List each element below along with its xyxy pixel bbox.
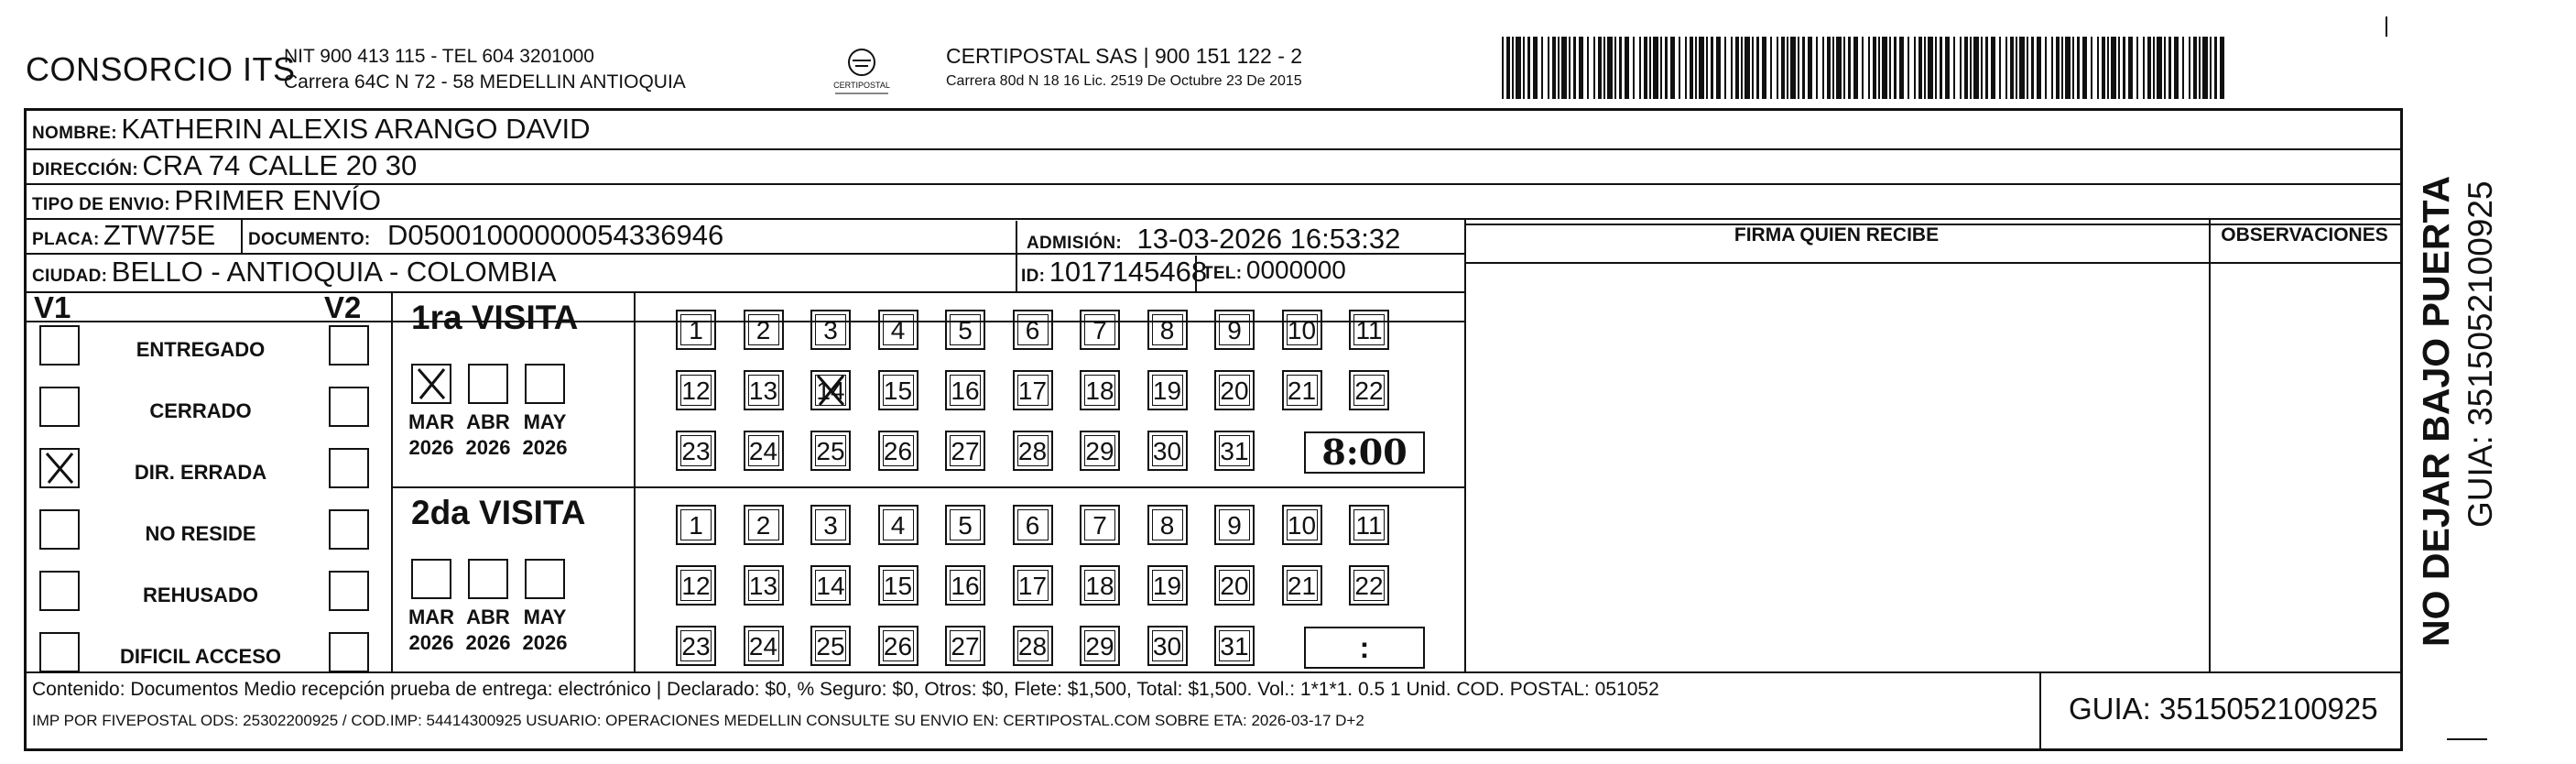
barcode-bar	[1827, 37, 1831, 99]
barcode-bar	[1781, 37, 1785, 99]
day-checkbox[interactable]: 16	[945, 370, 985, 410]
barcode-bar	[1914, 37, 1916, 99]
barcode-bar	[2061, 37, 2063, 99]
barcode-bar	[1790, 37, 1796, 99]
barcode-bar	[1660, 37, 1662, 99]
document-field	[248, 219, 723, 252]
day-checkbox[interactable]: 24	[744, 626, 784, 666]
day-check-mark	[812, 372, 849, 409]
v1-header: V1	[34, 290, 71, 324]
barcode-bar	[1607, 37, 1613, 99]
company-name: CONSORCIO ITS	[26, 50, 296, 88]
tel-label: TEL:	[1202, 264, 1243, 283]
barcode-bar	[1798, 37, 1799, 99]
status-label: NO RESIDE	[145, 522, 256, 545]
visit-time-field[interactable]: 8:00	[1304, 431, 1425, 474]
barcode-bar	[1619, 37, 1622, 99]
day-checkbox[interactable]: 30	[1147, 626, 1188, 666]
barcode-bar	[2056, 37, 2060, 99]
barcode	[1502, 37, 2225, 99]
day-checkbox[interactable]: 5	[945, 505, 985, 545]
barcode-bar	[2182, 37, 2184, 99]
visit-time-field[interactable]: :	[1304, 627, 1425, 669]
barcode-bar	[1935, 37, 1937, 99]
barcode-bar	[1506, 37, 1510, 99]
day-checkbox[interactable]: 23	[676, 626, 716, 666]
barcode-bar	[2077, 37, 2080, 99]
day-checkbox[interactable]: 6	[1013, 505, 1053, 545]
barcode-bar	[1541, 37, 1543, 99]
barcode-bar	[1653, 37, 1658, 99]
signature-area[interactable]	[1466, 265, 2207, 670]
barcode-bar	[1945, 37, 1950, 99]
day-checkbox[interactable]: 8	[1147, 505, 1188, 545]
day-checkbox[interactable]: 18	[1080, 370, 1120, 410]
barcode-bar	[1731, 37, 1733, 99]
day-checkbox[interactable]: 19	[1147, 565, 1188, 606]
day-checkbox[interactable]: 18	[1080, 565, 1120, 606]
barcode-bar	[1787, 37, 1788, 99]
plate-label: PLACA:	[32, 230, 100, 249]
carrier-address: Carrera 80d N 18 16 Lic. 2519 De Octubre 23 De 2015	[946, 73, 1302, 89]
day-checkbox[interactable]: 12	[676, 565, 716, 606]
barcode-bar	[1832, 37, 1834, 99]
month-label: ABR	[466, 410, 510, 433]
signature-header: FIRMA QUIEN RECIBE	[1734, 224, 1940, 246]
barcode-bar	[2220, 37, 2224, 99]
barcode-bar	[2199, 37, 2201, 99]
barcode-bar	[2136, 37, 2138, 99]
v2-checkbox[interactable]	[329, 448, 369, 488]
v1-checkbox[interactable]	[39, 509, 80, 550]
scan-mark	[2386, 16, 2387, 37]
year-label: 2026	[408, 436, 454, 459]
barcode-bar	[2193, 37, 2197, 99]
barcode-bar	[1908, 37, 1909, 99]
barcode-bar	[1587, 37, 1589, 99]
day-checkbox[interactable]: 8	[1147, 310, 1188, 350]
v2-header: V2	[324, 290, 362, 324]
barcode-bar	[1558, 37, 1560, 99]
day-checkbox[interactable]: 19	[1147, 370, 1188, 410]
day-checkbox[interactable]: 17	[1013, 370, 1053, 410]
barcode-bar	[1970, 37, 1972, 99]
status-label: CERRADO	[149, 399, 252, 422]
month-checkbox[interactable]	[525, 559, 565, 599]
barcode-bar	[2189, 37, 2190, 99]
barcode-bar	[1711, 37, 1713, 99]
barcode-bar	[1625, 37, 1629, 99]
day-checkbox[interactable]: 20	[1214, 565, 1255, 606]
barcode-bar	[2147, 37, 2151, 99]
day-checkbox[interactable]: 22	[1349, 565, 1389, 606]
barcode-bar	[1724, 37, 1726, 99]
barcode-bar	[2157, 37, 2162, 99]
barcode-bar	[1502, 37, 1504, 99]
day-checkbox[interactable]: 5	[945, 310, 985, 350]
document-label: DOCUMENTO:	[248, 230, 371, 249]
day-checkbox[interactable]: 28	[1013, 431, 1053, 471]
day-checkbox[interactable]: 6	[1013, 310, 1053, 350]
barcode-bar	[2164, 37, 2166, 99]
v2-checkbox[interactable]	[329, 571, 369, 611]
city-value: BELLO - ANTIOQUIA - COLOMBIA	[111, 256, 557, 288]
barcode-bar	[2010, 37, 2014, 99]
barcode-bar	[1561, 37, 1567, 99]
footer-guide-number: GUIA: 3515052100925	[2069, 692, 2378, 726]
print-info: IMP POR FIVEPOSTAL ODS: 25302200925 / COD.IMP: 54414300925 USUARIO: OPERACIONES MEDELLIN CONSULTE SU ENVIO EN: CERTIPOSTAL.COM SOBRE ETA: 2026-03-17 D+2	[32, 712, 1364, 729]
barcode-bar	[1523, 37, 1525, 99]
day-checkbox[interactable]: 31	[1214, 431, 1255, 471]
barcode-bar	[1593, 37, 1595, 99]
day-checkbox[interactable]: 27	[945, 626, 985, 666]
v2-checkbox[interactable]	[329, 387, 369, 427]
day-checkbox[interactable]: 10	[1282, 310, 1322, 350]
observations-area[interactable]	[2211, 265, 2398, 670]
day-checkbox[interactable]: 28	[1013, 626, 1053, 666]
address-label: DIRECCIÓN:	[32, 160, 138, 180]
month-checkbox[interactable]	[411, 559, 451, 599]
city-label: CIUDAD:	[32, 267, 108, 286]
year-label: 2026	[408, 631, 454, 654]
barcode-bar	[1848, 37, 1851, 99]
month-label: ABR	[466, 606, 510, 628]
barcode-bar	[1665, 37, 1668, 99]
month-checkbox[interactable]	[411, 364, 451, 404]
barcode-bar	[2102, 37, 2105, 99]
barcode-bar	[1699, 37, 1704, 99]
day-checkbox[interactable]: 9	[1214, 505, 1255, 545]
day-checkbox[interactable]: 4	[878, 310, 918, 350]
barcode-bar	[1853, 37, 1858, 99]
recipient-address: CRA 74 CALLE 20 30	[142, 149, 418, 181]
plate-value: ZTW75E	[103, 219, 216, 251]
day-checkbox[interactable]: 11	[1349, 505, 1389, 545]
barcode-bar	[2123, 37, 2125, 99]
v1-checkbox[interactable]	[39, 325, 80, 366]
year-label: 2026	[465, 631, 511, 654]
admission-value: 13-03-2026 16:53:32	[1136, 223, 1401, 255]
year-label: 2026	[522, 436, 568, 459]
barcode-bar	[2118, 37, 2120, 99]
barcode-bar	[1899, 37, 1904, 99]
barcode-bar	[1649, 37, 1651, 99]
side-guide-number: GUIA: 3515052100925	[2462, 180, 2499, 528]
barcode-bar	[2045, 37, 2047, 99]
barcode-bar	[2082, 37, 2087, 99]
day-checkbox[interactable]: 7	[1080, 505, 1120, 545]
barcode-bar	[2051, 37, 2053, 99]
day-checkbox[interactable]: 2	[744, 310, 784, 350]
month-checkbox[interactable]	[525, 364, 565, 404]
barcode-bar	[1878, 37, 1880, 99]
day-checkbox[interactable]: 15	[878, 370, 918, 410]
v2-checkbox[interactable]	[329, 632, 369, 672]
year-label: 2026	[465, 436, 511, 459]
day-checkbox[interactable]: 11	[1349, 310, 1389, 350]
ship-type-label: TIPO DE ENVIO:	[32, 195, 170, 214]
month-label: MAR	[408, 606, 455, 628]
barcode-bar	[1685, 37, 1687, 99]
barcode-bar	[1873, 37, 1876, 99]
barcode-bar	[1633, 37, 1635, 99]
day-checkbox[interactable]: 20	[1214, 370, 1255, 410]
barcode-bar	[1981, 37, 1983, 99]
barcode-bar	[1999, 37, 2001, 99]
barcode-bar	[1918, 37, 1922, 99]
barcode-bar	[2143, 37, 2145, 99]
company-nit: NIT 900 413 115 - TEL 604 3201000	[284, 46, 594, 67]
barcode-bar	[1639, 37, 1641, 99]
barcode-bar	[1548, 37, 1549, 99]
day-checkbox[interactable]: 1	[676, 310, 716, 350]
day-checkbox[interactable]: 13	[744, 370, 784, 410]
barcode-bar	[2153, 37, 2155, 99]
day-checkbox[interactable]: 16	[945, 565, 985, 606]
day-checkbox[interactable]: 1	[676, 505, 716, 545]
barcode-bar	[1579, 37, 1583, 99]
day-checkbox[interactable]: 3	[810, 310, 851, 350]
content-summary: Contenido: Documentos Medio recepción prueba de entrega: electrónico | Declarado: $0, % Seguro: $0, Otros: $0, Flete: $1,500, Total: $1,500. Vol.: 1*1*1. 0.5 1 Unid. COD. POSTAL: 051052	[32, 679, 1659, 700]
barcode-bar	[2019, 37, 2025, 99]
barcode-bar	[1716, 37, 1721, 99]
barcode-bar	[1843, 37, 1845, 99]
barcode-bar	[1552, 37, 1556, 99]
barcode-bar	[1573, 37, 1576, 99]
barcode-bar	[1953, 37, 1955, 99]
visit-title: 2da VISITA	[411, 494, 586, 531]
barcode-bar	[1644, 37, 1647, 99]
day-checkbox[interactable]: 14	[810, 565, 851, 606]
day-checkbox[interactable]: 25	[810, 431, 851, 471]
v1-checkbox[interactable]	[39, 448, 80, 488]
barcode-bar	[1695, 37, 1697, 99]
barcode-bar	[2016, 37, 2017, 99]
day-checkbox[interactable]: 30	[1147, 431, 1188, 471]
status-label: DIR. ERRADA	[134, 461, 267, 484]
month-checkbox[interactable]	[468, 559, 508, 599]
v2-checkbox[interactable]	[329, 325, 369, 366]
v2-checkbox[interactable]	[329, 509, 369, 550]
observations-header: OBSERVACIONES	[2221, 224, 2388, 246]
day-checkbox[interactable]: 24	[744, 431, 784, 471]
barcode-bar	[1762, 37, 1766, 99]
status-label: ENTREGADO	[136, 338, 266, 361]
barcode-bar	[1882, 37, 1887, 99]
status-label: DIFICIL ACCESO	[119, 645, 281, 668]
day-checkbox[interactable]: 25	[810, 626, 851, 666]
barcode-bar	[2005, 37, 2007, 99]
document-value: D05001000000054336946	[387, 219, 724, 251]
barcode-bar	[2091, 37, 2092, 99]
day-checkbox[interactable]: 31	[1214, 626, 1255, 666]
barcode-bar	[1756, 37, 1759, 99]
barcode-bar	[2210, 37, 2212, 99]
certipostal-logo	[819, 44, 905, 99]
ship-type-row	[32, 184, 381, 217]
barcode-bar	[1527, 37, 1530, 99]
barcode-bar	[1889, 37, 1891, 99]
year-label: 2026	[522, 631, 568, 654]
edge-mark	[2447, 738, 2487, 740]
name-label: NOMBRE:	[32, 124, 117, 143]
barcode-bar	[1777, 37, 1778, 99]
barcode-bar	[1533, 37, 1538, 99]
barcode-bar	[1603, 37, 1605, 99]
barcode-bar	[2031, 37, 2034, 99]
barcode-bar	[1816, 37, 1818, 99]
barcode-bar	[1868, 37, 1870, 99]
barcode-bar	[1670, 37, 1675, 99]
visit-title: 1ra VISITA	[411, 299, 579, 336]
barcode-bar	[2168, 37, 2171, 99]
barcode-bar	[1735, 37, 1739, 99]
day-checkbox[interactable]: 29	[1080, 431, 1120, 471]
month-label: MAY	[523, 606, 567, 628]
day-checkbox[interactable]: 27	[945, 431, 985, 471]
barcode-bar	[2128, 37, 2133, 99]
day-checkbox[interactable]: 4	[878, 505, 918, 545]
barcode-bar	[2037, 37, 2041, 99]
barcode-bar	[1512, 37, 1514, 99]
v1-checkbox[interactable]	[39, 571, 80, 611]
address-row	[32, 149, 417, 182]
day-checkbox[interactable]: 26	[878, 626, 918, 666]
name-row	[32, 113, 591, 146]
admission-label: ADMISIÓN:	[1027, 234, 1123, 253]
no-leave-under-door-warning: NO DEJAR BAJO PUERTA	[2415, 175, 2457, 647]
barcode-bar	[1985, 37, 1988, 99]
barcode-bar	[1706, 37, 1708, 99]
barcode-bar	[1745, 37, 1750, 99]
month-label: MAY	[523, 410, 567, 433]
barcode-bar	[1808, 37, 1812, 99]
day-checkbox[interactable]: 17	[1013, 565, 1053, 606]
month-checkbox[interactable]	[468, 364, 508, 404]
status-label: REHUSADO	[143, 584, 258, 606]
recipient-name: KATHERIN ALEXIS ARANGO DAVID	[121, 113, 591, 145]
barcode-bar	[1598, 37, 1602, 99]
plate-field	[32, 219, 215, 252]
barcode-bar	[2065, 37, 2071, 99]
day-checkbox[interactable]: 15	[878, 565, 918, 606]
barcode-bar	[1770, 37, 1772, 99]
day-checkbox[interactable]: 21	[1282, 565, 1322, 606]
barcode-bar	[1964, 37, 1968, 99]
id-label: ID:	[1021, 267, 1046, 286]
day-checkbox[interactable]: 26	[878, 431, 918, 471]
barcode-bar	[1894, 37, 1897, 99]
month-label: MAR	[408, 410, 455, 433]
barcode-bar	[1679, 37, 1680, 99]
barcode-bar	[2072, 37, 2074, 99]
barcode-bar	[2027, 37, 2028, 99]
barcode-bar	[1802, 37, 1805, 99]
barcode-bar	[1516, 37, 1521, 99]
barcode-bar	[2111, 37, 2116, 99]
barcode-bar	[1960, 37, 1962, 99]
barcode-bar	[1862, 37, 1864, 99]
day-checkbox[interactable]: 3	[810, 505, 851, 545]
barcode-bar	[1690, 37, 1693, 99]
tel-field	[1202, 256, 1346, 285]
city-field	[32, 256, 557, 289]
admission-field	[1027, 223, 1400, 256]
v1-checkbox[interactable]	[39, 387, 80, 427]
barcode-bar	[1822, 37, 1824, 99]
barcode-bar	[1928, 37, 1933, 99]
ship-type: PRIMER ENVÍO	[174, 184, 382, 216]
logo-text: CERTIPOSTAL	[833, 81, 890, 90]
v1-checkbox[interactable]	[39, 632, 80, 672]
barcode-bar	[2097, 37, 2099, 99]
barcode-bar	[2174, 37, 2179, 99]
tel-value: 0000000	[1245, 256, 1346, 284]
day-checkbox[interactable]: 29	[1080, 626, 1120, 666]
carrier-name: CERTIPOSTAL SAS | 900 151 122 - 2	[946, 44, 1303, 68]
day-checkbox[interactable]: 22	[1349, 370, 1389, 410]
barcode-bar	[2107, 37, 2109, 99]
barcode-bar	[2214, 37, 2217, 99]
barcode-bar	[1940, 37, 1942, 99]
barcode-bar	[1752, 37, 1754, 99]
day-checkbox[interactable]: 23	[676, 431, 716, 471]
day-checkbox[interactable]: 7	[1080, 310, 1120, 350]
barcode-bar	[1614, 37, 1616, 99]
barcode-bar	[1924, 37, 1926, 99]
id-value: 1017145468	[1049, 256, 1208, 288]
barcode-bar	[1836, 37, 1842, 99]
day-checkbox[interactable]: 2	[744, 505, 784, 545]
id-field	[1021, 256, 1207, 289]
barcode-bar	[1991, 37, 1995, 99]
shipping-form	[24, 108, 2403, 751]
day-checkbox[interactable]: 13	[744, 565, 784, 606]
barcode-bar	[1741, 37, 1743, 99]
barcode-bar	[1973, 37, 1979, 99]
day-checkbox[interactable]: 14	[810, 370, 851, 410]
barcode-bar	[1569, 37, 1571, 99]
day-checkbox[interactable]: 12	[676, 370, 716, 410]
day-checkbox[interactable]: 9	[1214, 310, 1255, 350]
day-checkbox[interactable]: 10	[1282, 505, 1322, 545]
company-address: Carrera 64C N 72 - 58 MEDELLIN ANTIOQUIA	[284, 71, 686, 93]
barcode-bar	[2202, 37, 2208, 99]
day-checkbox[interactable]: 21	[1282, 370, 1322, 410]
